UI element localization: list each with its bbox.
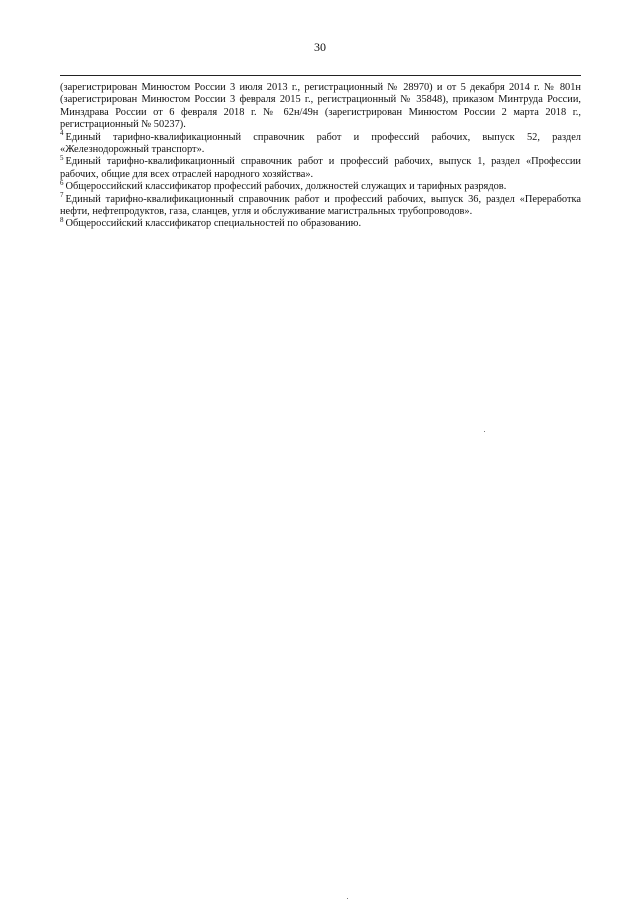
footnote-6 — [60, 178, 581, 193]
footnote-7 — [60, 191, 581, 219]
footnote-text: Единый тарифно-квалификационный справочник работ и профессий рабочих, выпуск 1, раздел «Профессии рабочих, общие для всех отраслей народного хозяйства». — [60, 156, 581, 180]
footnotes-block — [60, 82, 581, 231]
page-number: 30 — [314, 40, 326, 54]
footnote-marker: 4 — [60, 129, 64, 138]
footnote-text: Общероссийский классификатор профессий рабочих, должностей служащих и тарифных разрядов. — [65, 181, 507, 193]
footnote-marker: 5 — [60, 153, 64, 162]
footnote-marker: 8 — [60, 216, 64, 224]
footnote-text: Единый тарифно-квалификационный справочник работ и профессий рабочих, выпуск 36, раздел «Переработка нефти, нефтепродуктов, газа, сланцев, угля и обслуживание магистральных трубопроводов». — [60, 193, 581, 218]
footnote-separator — [60, 75, 581, 76]
footnote-5 — [60, 153, 581, 181]
footnote-text: Единый тарифно-квалификационный справочник работ и профессий рабочих, выпуск 52, раздел «Железнодорожный транспорт». — [60, 131, 581, 156]
footnote-8 — [60, 218, 581, 230]
footnote-marker: 7 — [60, 191, 64, 200]
footnote-text: (зарегистрирован Минюстом России 3 июля 2013 г., регистрационный № 28970) и от 5 декабря 2014 г. № 801н (зарегистрирован Минюстом России 3 февраля 2015 г., регистрационный № 35848), приказом Минтруда России, Минздрава России от 6 февраля 2018 г. № 62н/49н (зарегистрирован Минюстом России 2 марта 2018 г., регистрационный № 50237). — [60, 82, 581, 131]
footnote-4 — [60, 129, 581, 157]
footnote-text: Общероссийский классификатор специальностей по образованию. — [65, 218, 362, 230]
scan-speck — [484, 431, 485, 432]
scan-speck — [347, 898, 348, 899]
footnote-continuation — [60, 82, 581, 132]
footnote-marker: 6 — [60, 178, 64, 187]
